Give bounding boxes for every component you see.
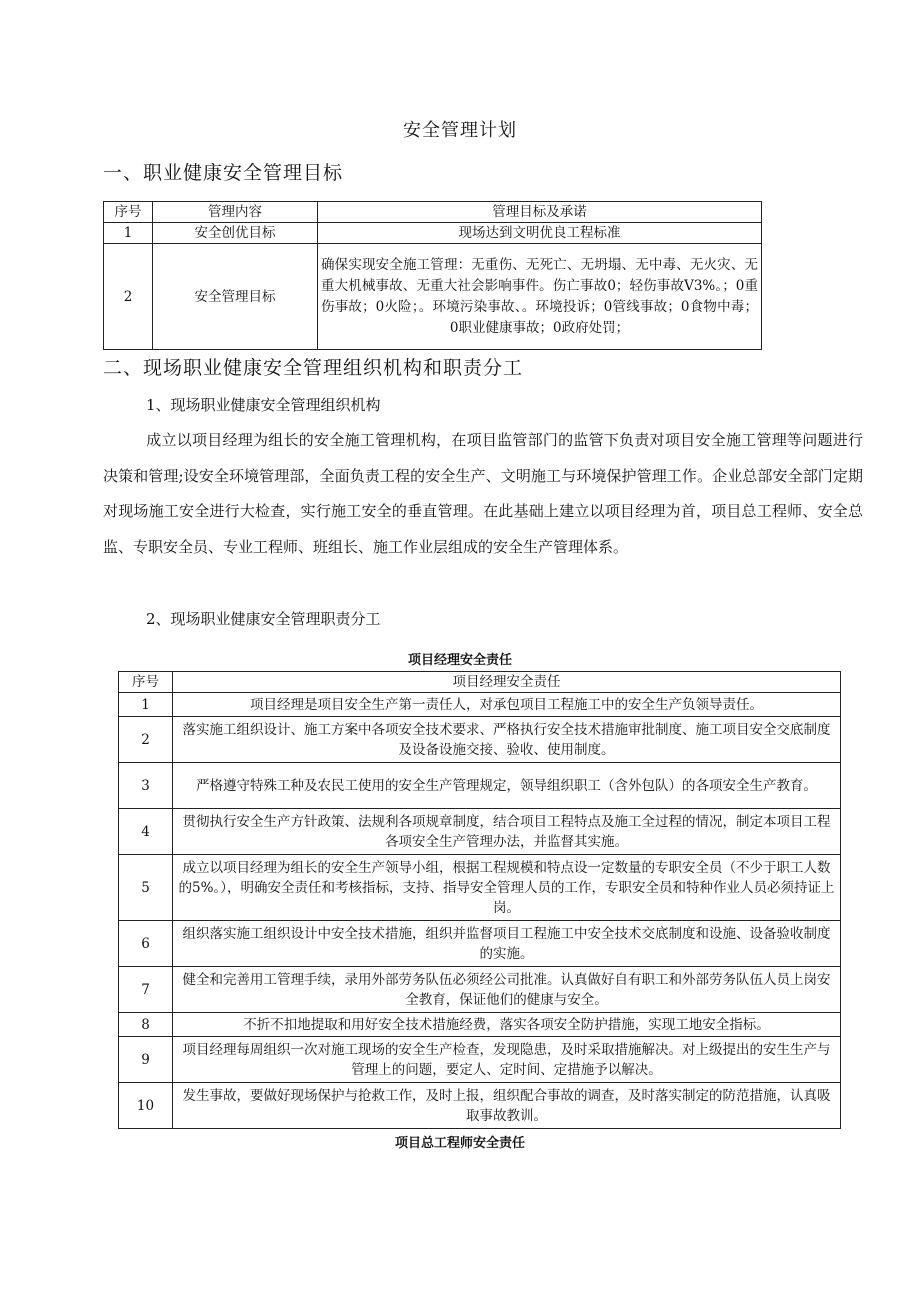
row-number: 5 (119, 855, 173, 921)
table-row (119, 855, 841, 921)
header-cell: 序号 (104, 202, 153, 223)
row-number: 8 (119, 1013, 173, 1037)
row-text: 项目经理是项目安全生产第一责任人，对承包项目工程施工中的安全生产负领导责任。 (173, 693, 841, 717)
row-number: 2 (104, 244, 153, 350)
organization-paragraph-text: 成立以项目经理为组长的安全施工管理机构，在项目监管部门的监管下负责对项目安全施工管理等问题进行决策和管理;设安全环境管理部，全面负责工程的安全生产、文明施工与环境保护管理工作。企业总部安全部门定期对现场施工安全进行大检查，实行施工安全的垂直管理。在此基础上建立以项目经理为首，项目总工程师、安全总监、专职安全员、专业工程师、班组长、施工作业层组成的安全生产管理体系。 (103, 431, 863, 556)
row-number: 2 (119, 717, 173, 763)
table-row (119, 717, 841, 763)
header-cell: 管理目标及承诺 (318, 202, 762, 223)
table-row (104, 223, 762, 244)
row-number: 4 (119, 809, 173, 855)
row-goal: 确保实现安全施工管理：无重伤、无死亡、无坍塌、无中毒、无火灾、无重大机械事故、无重大社会影响事件。伤亡事故0；轻伤事故V3%。；0重伤事故；0火险；。环境污染事故、。环境投诉；0管线事故；0食物中毒；0职业健康事故；0政府处罚； (318, 244, 762, 350)
row-text: 不折不扣地提取和用好安全技术措施经费，落实各项安全防护措施，实现工地安全指标。 (173, 1013, 841, 1037)
row-text: 落实施工组织设计、施工方案中各项安全技术要求、严格执行安全技术措施审批制度、施工项目安全交底制度及设备设施交接、验收、使用制度。 (173, 717, 841, 763)
document-title: 安全管理计划 (403, 120, 517, 141)
row-text: 健全和完善用工管理手续，录用外部劳务队伍必须经公司批准。认真做好自有职工和外部劳务队伍人员上岗安全教育，保证他们的健康与安全。 (173, 967, 841, 1013)
table-row (119, 1083, 841, 1129)
row-goal: 现场达到文明优良工程标准 (318, 223, 762, 244)
table-header-row (104, 202, 762, 223)
subsection2-heading: 2、现场职业健康安全管理职责分工 (146, 610, 381, 628)
header-cell: 序号 (119, 672, 173, 693)
table-row (104, 244, 762, 350)
table-header-row (119, 672, 841, 693)
row-number: 3 (119, 763, 173, 809)
row-text: 严格遵守特殊工种及农民工使用的安全生产管理规定，领导组织职工（含外包队）的各项安全生产教育。 (173, 763, 841, 809)
organization-paragraph (103, 423, 863, 565)
row-number: 7 (119, 967, 173, 1013)
table-row (119, 967, 841, 1013)
next-table-caption: 项目总工程师安全责任 (394, 1136, 525, 1151)
table-row (119, 809, 841, 855)
table-row (119, 763, 841, 809)
header-cell: 管理内容 (153, 202, 318, 223)
row-content: 安全创优目标 (153, 223, 318, 244)
row-text: 项目经理每周组织一次对施工现场的安全生产检查，发现隐患，及时采取措施解决。对上级提出的安生生产与管理上的问题，要定人、定时间、定措施予以解决。 (173, 1037, 841, 1083)
row-number: 6 (119, 921, 173, 967)
row-text: 发生事故，要做好现场保护与抢救工作，及时上报，组织配合事故的调查，及时落实制定的防范措施，认真吸取事故教训。 (173, 1083, 841, 1129)
table-caption: 项目经理安全责任 (407, 653, 512, 668)
row-number: 1 (119, 693, 173, 717)
table-row (119, 1013, 841, 1037)
table-row (119, 1037, 841, 1083)
row-text: 组织落实施工组织设计中安全技术措施，组织并监督项目工程施工中安全技术交底制度和设施、设备验收制度的实施。 (173, 921, 841, 967)
section1-heading: 一、职业健康安全管理目标 (103, 162, 344, 184)
row-number: 1 (104, 223, 153, 244)
row-text: 贯彻执行安全生产方针政策、法规利各项规章制度，结合项目工程特点及施工全过程的情况，制定本项目工程各项安全生产管理办法，并监督其实施。 (173, 809, 841, 855)
table-row (119, 693, 841, 717)
manager-responsibility-table (118, 671, 841, 1129)
row-number: 10 (119, 1083, 173, 1129)
safety-goals-table (103, 201, 762, 350)
row-text: 成立以项目经理为组长的安全生产领导小组，根据工程规模和特点设一定数量的专职安全员（不少于职工人数的5%。），明确安全责任和考核指标，支持、指导安全管理人员的工作，专职安全员和特种作业人员必须持证上岗。 (173, 855, 841, 921)
table-row (119, 921, 841, 967)
header-cell: 项目经理安全责任 (173, 672, 841, 693)
row-content: 安全管理目标 (153, 244, 318, 350)
row-number: 9 (119, 1037, 173, 1083)
section2-heading: 二、现场职业健康安全管理组织机构和职责分工 (103, 357, 524, 379)
subsection1-heading: 1、现场职业健康安全管理组织机构 (146, 396, 381, 414)
